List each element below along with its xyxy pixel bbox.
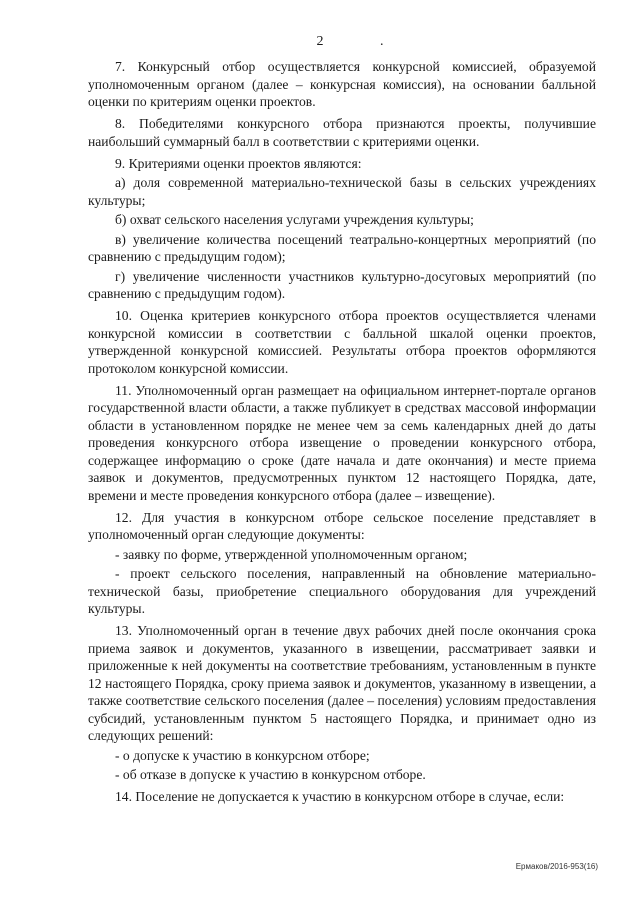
paragraph-8: 8. Победителями конкурсного отбора признаются проекты, получившие наибольший суммарный балл в соответствии с критериями оценки. [88, 116, 596, 149]
paragraph-13: 13. Уполномоченный орган в течение двух рабочих дней после окончания срока приема заявок и документов, указанного в извещении, рассматривает заявки и приложенные к ней документы на соответствие требованиям, установленным в пункте 12 настоящего Порядка, сроку приема заявок и документов, указанному в извещении, а также соответствие сельского поселения (далее – поселения) условиям предоставления субсидий, установленным пунктом 5 настоящего Порядка, и принимает одно из следующих решений: [88, 623, 597, 743]
document-footer-code: Ермаков/2016-953(16) [515, 862, 598, 871]
paragraph-10: 10. Оценка критериев конкурсного отбора проектов осуществляется членами конкурсной комиссии в соответствии с балльной шкалой оценки проектов, утвержденной конкурсной комиссией. Результаты отбора проектов оформляются протоколом конкурсной комиссии. [88, 308, 596, 376]
decision-admit: - о допуске к участию в конкурсном отборе; [115, 747, 370, 763]
criterion-v: в) увеличение количества посещений театрально-концертных мероприятий (по сравнению с предыдущим годом); [88, 231, 596, 264]
stray-mark: . [380, 34, 384, 49]
paragraph-11: 11. Уполномоченный орган размещает на официальном интернет-портале органов государственной власти области, а также публикует в средствах массовой информации области в установленном порядке не менее чем за семь календарных дней до даты проведения конкурсного отбора извещение о проведении конкурсного отбора, содержащее информацию о сроке (дате начала и дате окончания) и месте приема заявок и документов, предусмотренных пунктом 12 настоящего Порядка, дате, времени и месте проведения конкурсного отбора (далее – извещение). [88, 382, 596, 503]
paragraph-7: 7. Конкурсный отбор осуществляется конкурсной комиссией, образуемой уполномоченным органом (далее – конкурсная комиссия), на основании балльной оценки по критериям оценки проектов. [88, 59, 596, 109]
criterion-g: г) увеличение численности участников культурно-досуговых мероприятий (по сравнению с предыдущим годом). [88, 268, 596, 301]
criterion-b: б) охват сельского населения услугами учреждения культуры; [115, 212, 474, 227]
criterion-a: а) доля современной материально-технической базы в сельских учреждениях культуры; [88, 175, 596, 208]
document-item-application: - заявку по форме, утвержденной уполномоченным органом; [115, 546, 468, 562]
decision-refuse: - об отказе в допуске к участию в конкурсном отборе. [115, 767, 426, 782]
paragraph-14: 14. Поселение не допускается к участию в конкурсном отборе в случае, если: [115, 789, 565, 804]
paragraph-12: 12. Для участия в конкурсном отборе сельское поселение представляет в уполномоченный орган следующие документы: [88, 509, 596, 542]
document-body [88, 58, 596, 810]
document-item-project: - проект сельского поселения, направленный на обновление материально-технической базы, приобретение специального оборудования для учреждений культуры. [88, 566, 596, 616]
page-number: 2 . [316, 34, 384, 49]
paragraph-9: 9. Критериями оценки проектов являются: [115, 155, 362, 171]
